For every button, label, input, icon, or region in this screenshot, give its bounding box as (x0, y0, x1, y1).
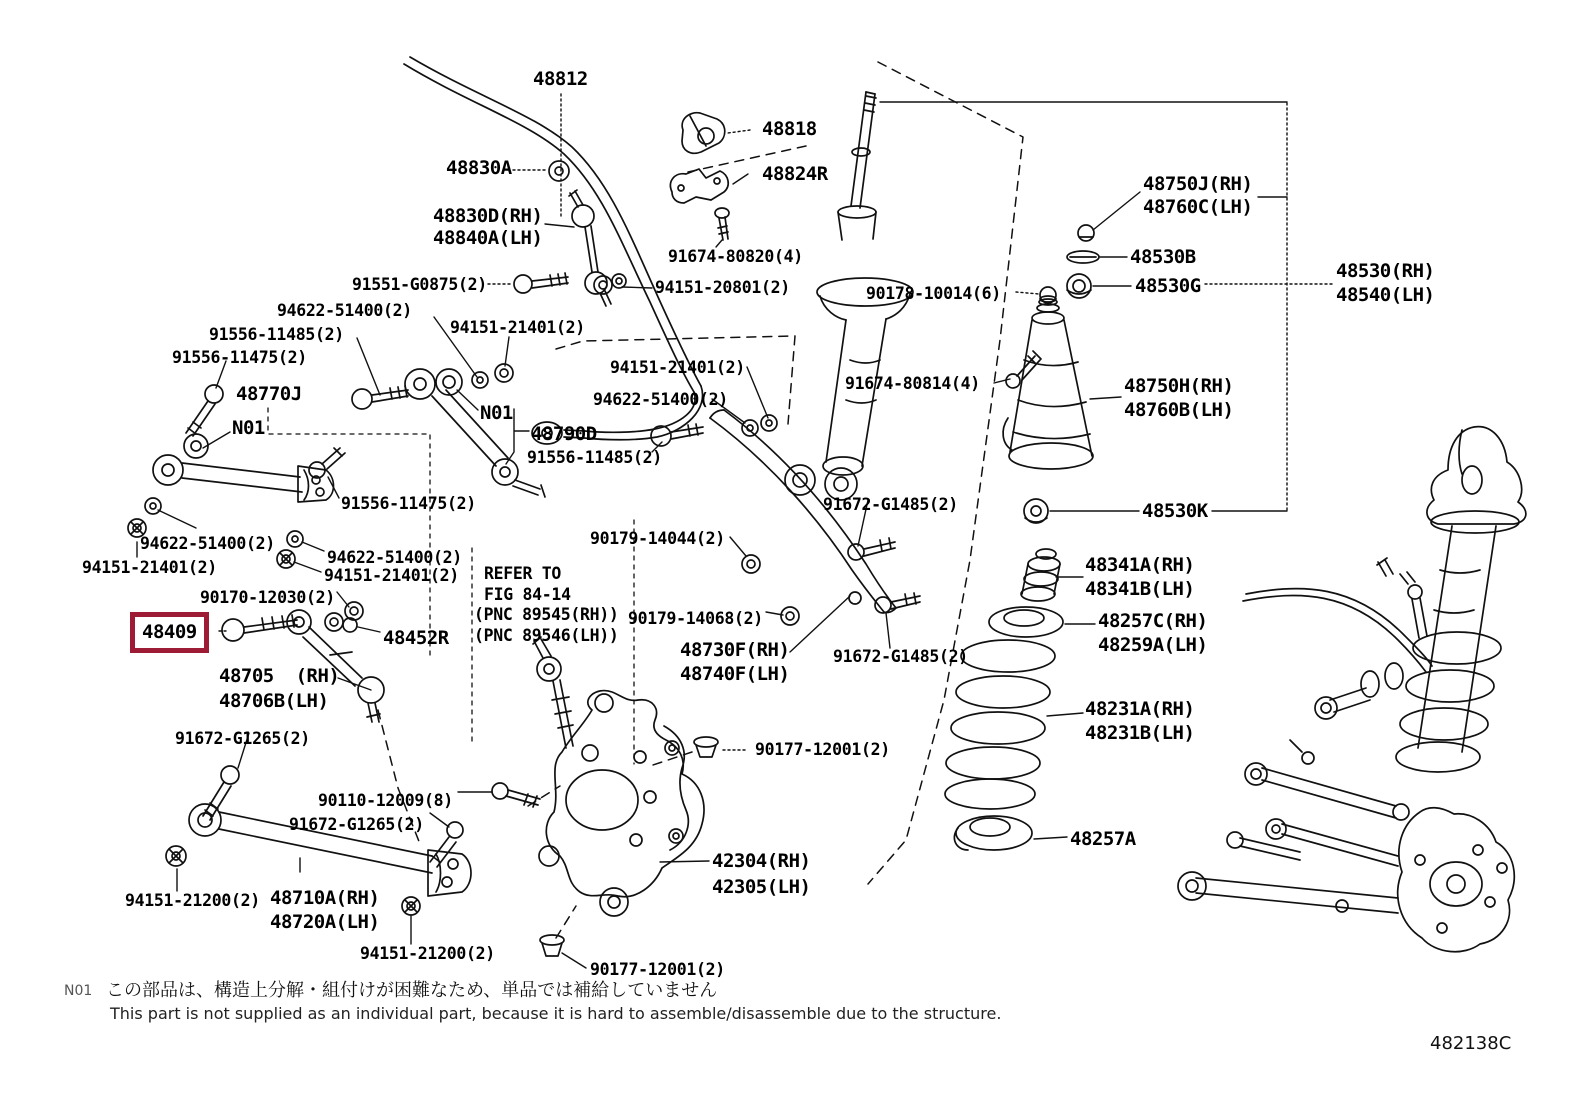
support-nut-48750j (1078, 225, 1094, 241)
part-label-48830d[interactable]: 48830D(RH) (433, 205, 543, 227)
spring-bumper-48341a (1021, 549, 1060, 601)
part-label-91674-80820[interactable]: 91674-80820(4) (668, 247, 803, 266)
part-label-48760c[interactable]: 48760C(LH) (1143, 196, 1253, 218)
part-label-91672-g1265-b[interactable]: 91672-G1265(2) (289, 815, 424, 834)
part-label-91672-g1485-b[interactable]: 91672-G1485(2) (833, 647, 968, 666)
part-label-48770j[interactable]: 48770J (236, 383, 302, 405)
strut-support-48750h (1003, 296, 1093, 469)
part-label-90177-12001-a[interactable]: 90177-12001(2) (755, 740, 890, 759)
note-ref-n01-b[interactable]: N01 (480, 402, 513, 424)
part-label-48530[interactable]: 48530(RH) (1336, 260, 1435, 282)
washer-48530b (1067, 251, 1099, 263)
part-label-91556-11475-a[interactable]: 91556-11475(2) (172, 348, 307, 367)
part-label-48730f[interactable]: 48730F(RH) (680, 639, 790, 661)
part-label-48530g[interactable]: 48530G (1135, 275, 1201, 297)
part-label-48540[interactable]: 48540(LH) (1336, 284, 1435, 306)
part-label-90110-12009[interactable]: 90110-12009(8) (318, 791, 453, 810)
part-label-48530b[interactable]: 48530B (1130, 246, 1196, 268)
footnote-english: This part is not supplied as an individual part, because it is hard to assemble/disassemble due to the structure. (110, 1004, 1002, 1023)
part-label-48452r[interactable]: 48452R (383, 627, 449, 649)
part-label-94151-20801[interactable]: 94151-20801(2) (655, 278, 790, 297)
part-label-48341a[interactable]: 48341A(RH) (1085, 554, 1195, 576)
part-label-48530k[interactable]: 48530K (1142, 500, 1208, 522)
bracket-bolt (715, 208, 729, 240)
bolt-91672-g1265-b (430, 822, 463, 867)
part-label-48824r[interactable]: 48824R (762, 163, 828, 185)
washers-94151-20801 (594, 274, 626, 294)
part-label-48705[interactable]: 48705 (RH) (219, 665, 340, 687)
bolt-91556-11485-a (352, 386, 408, 409)
part-label-91556-11475-b[interactable]: 91556-11475(2) (341, 494, 476, 513)
bolt-91551 (514, 273, 568, 293)
part-label-48740f[interactable]: 48740F(LH) (680, 663, 790, 685)
diagram-code: 482138C (1430, 1033, 1512, 1054)
part-label-90170-12030[interactable]: 90170-12030(2) (200, 588, 335, 607)
part-label-94151-21200-a[interactable]: 94151-21200(2) (125, 891, 260, 910)
part-label-48231b[interactable]: 48231B(LH) (1085, 722, 1195, 744)
part-label-94622-51400-d[interactable]: 94622-51400(2) (327, 548, 462, 567)
part-label-91672-g1485-a[interactable]: 91672-G1485(2) (823, 495, 958, 514)
part-label-42304[interactable]: 42304(RH) (712, 850, 811, 872)
part-label-48259a[interactable]: 48259A(LH) (1098, 634, 1208, 656)
washer-nut-cluster-left (128, 498, 161, 537)
toe-link (533, 637, 573, 748)
part-label-48812[interactable]: 48812 (533, 68, 588, 90)
highlighted-part-box[interactable] (130, 612, 209, 653)
part-label-91551-g0875[interactable]: 91551-G0875(2) (352, 275, 487, 294)
refer-note-line4: (PNC 89546(LH)) (474, 626, 619, 645)
part-label-48231a[interactable]: 48231A(RH) (1085, 698, 1195, 720)
part-label-94151-21401-d[interactable]: 94151-21401(2) (324, 566, 459, 585)
refer-note-line2: FIG 84-14 (484, 585, 571, 604)
refer-note-line3: (PNC 89545(RH)) (474, 605, 619, 624)
part-label-91672-g1265-a[interactable]: 91672-G1265(2) (175, 729, 310, 748)
part-label-42305[interactable]: 42305(LH) (712, 876, 811, 898)
part-label-90178-10014[interactable]: 90178-10014(6) (866, 284, 1001, 303)
part-label-94151-21401-c[interactable]: 94151-21401(2) (82, 558, 217, 577)
bolt-91556-11475-a (186, 385, 223, 436)
footnote-japanese: この部品は、構造上分解・組付けが困難なため、単品では補給していません (106, 980, 718, 1001)
part-label-48257a[interactable]: 48257A (1070, 828, 1136, 850)
flange-nut-90177-b (540, 935, 564, 956)
part-label-48706b[interactable]: 48706B(LH) (219, 690, 329, 712)
upper-arm-front-48770j (153, 434, 334, 502)
washers-48452r (325, 613, 357, 632)
part-label-48710a[interactable]: 48710A(RH) (270, 887, 380, 909)
washers-center (742, 415, 777, 436)
washer-48830a (549, 161, 569, 181)
part-label-91556-11485-b[interactable]: 91556-11485(2) (527, 448, 662, 467)
stabilizer-bracket (670, 169, 728, 203)
washer-nut-cluster-mid (277, 531, 303, 568)
part-label-48818[interactable]: 48818 (762, 118, 817, 140)
spring-seat-upper-48257c (989, 607, 1063, 637)
bolt-91556-11475-b (309, 448, 345, 478)
part-label-94151-21401-b[interactable]: 94151-21401(2) (610, 358, 745, 377)
cushion-48530k (1024, 499, 1048, 523)
part-label-48830a[interactable]: 48830A (446, 157, 512, 179)
refer-note-line1: REFER TO (484, 564, 562, 583)
flange-nut-90177-a (694, 737, 718, 757)
part-label-48760b[interactable]: 48760B(LH) (1124, 399, 1234, 421)
part-label-48341b[interactable]: 48341B(LH) (1085, 578, 1195, 600)
part-label-94151-21200-b[interactable]: 94151-21200(2) (360, 944, 495, 963)
nut-94151-21200-a (166, 846, 186, 866)
nut-90179-14068 (781, 607, 799, 625)
spring-seat-lower-48257a (954, 816, 1032, 850)
stabilizer-bushing (682, 113, 725, 154)
part-label-48257c[interactable]: 48257C(RH) (1098, 610, 1208, 632)
nut-90179-14044 (742, 555, 760, 573)
bolt-91674-80814 (1006, 351, 1041, 388)
part-label-48720a[interactable]: 48720A(LH) (270, 911, 380, 933)
part-label-48790d[interactable]: 48790D (531, 423, 597, 445)
part-label-48750j[interactable]: 48750J(RH) (1143, 173, 1253, 195)
stabilizer-bar (404, 57, 703, 444)
part-label-48840a[interactable]: 48840A(LH) (433, 227, 543, 249)
part-label-90179-14044[interactable]: 90179-14044(2) (590, 529, 725, 548)
part-label-90177-12001-b[interactable]: 90177-12001(2) (590, 960, 725, 979)
washer-94622-a (472, 364, 513, 388)
bolt-48409 (222, 615, 297, 641)
part-label-90179-14068[interactable]: 90179-14068(2) (628, 609, 763, 628)
upper-arm-rear-48790d (405, 369, 545, 497)
part-label-94622-51400-c[interactable]: 94622-51400(2) (140, 534, 275, 553)
footnote-tag: N01 (64, 983, 93, 999)
part-label-94622-51400-b[interactable]: 94622-51400(2) (593, 390, 728, 409)
part-label-48750h[interactable]: 48750H(RH) (1124, 375, 1234, 397)
part-label-91556-11485-a[interactable]: 91556-11485(2) (209, 325, 344, 344)
nut-94151-21200-b (402, 897, 420, 915)
knuckle-42304 (539, 691, 704, 916)
part-label-94622-51400-a[interactable]: 94622-51400(2) (277, 301, 412, 320)
part-label-91674-80814[interactable]: 91674-80814(4) (845, 374, 980, 393)
part-label-94151-21401-a[interactable]: 94151-21401(2) (450, 318, 585, 337)
part-label-48409[interactable]: 48409 (142, 621, 197, 643)
note-ref-n01-a[interactable]: N01 (232, 417, 265, 439)
cushion-48530g (1067, 274, 1091, 298)
assembled-view (1178, 427, 1526, 952)
